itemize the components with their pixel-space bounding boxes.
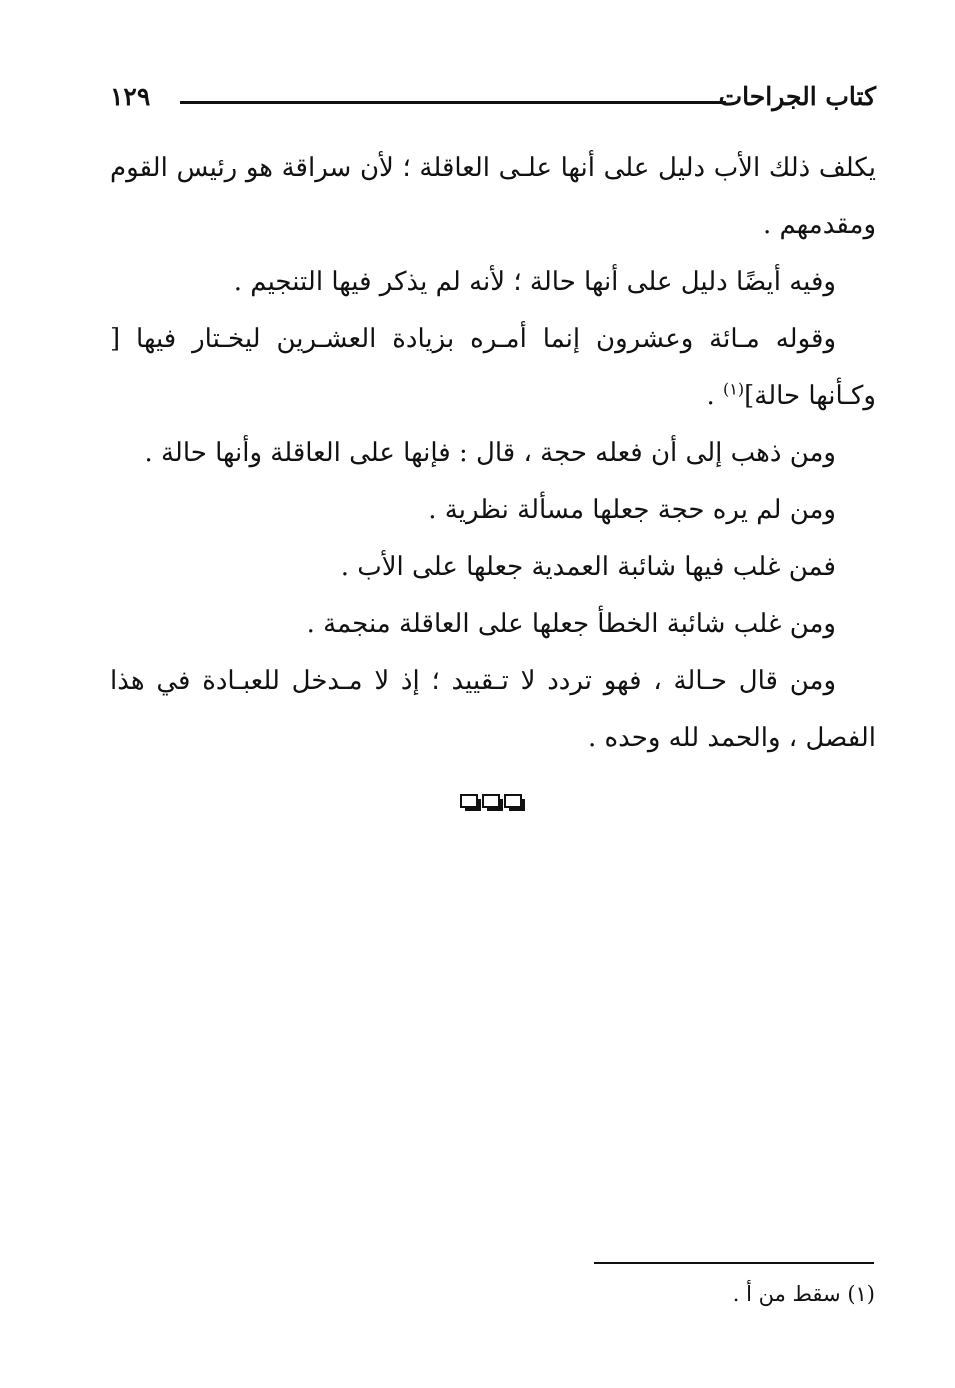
page-number: ١٢٩ — [110, 82, 151, 111]
paragraph-3-tail: . — [706, 381, 724, 411]
paragraph-1: يكلف ذلك الأب دليل على أنها علـى العاقلة ؛ لأن سراقة هو رئيس القوم ومقدمهم . — [110, 153, 876, 240]
footnote: (١) سقط من أ . — [732, 1282, 875, 1306]
running-header — [110, 82, 876, 118]
section-end-ornament — [460, 794, 532, 814]
ornament-square-icon — [504, 794, 522, 808]
book-title: كتاب الجراحات — [718, 82, 876, 111]
ornament-square-icon — [460, 794, 478, 808]
paragraph-3-text: وقوله مـائة وعشرون إنما أمـره بزيادة العشـرين ليخـتار فيها [ وكـأنها حالة] — [110, 324, 876, 411]
paragraph-6: فمن غلب فيها شائبة العمدية جعلها على الأب . — [340, 552, 836, 582]
body-text — [110, 140, 876, 767]
ornament-square-icon — [482, 794, 500, 808]
paragraph-8: ومن قال حـالة ، فهو تردد لا تـقييد ؛ إذ لا مـدخل للعبـادة في هذا الفصل ، والحمد لله وحده . — [110, 666, 876, 753]
footnote-marker: (١) — [723, 379, 745, 399]
paragraph-4: ومن ذهب إلى أن فعله حجة ، قال : فإنها على العاقلة وأنها حالة . — [144, 438, 836, 468]
paragraph-3 — [110, 311, 876, 425]
paragraph-5: ومن لم يره حجة جعلها مسألة نظرية . — [428, 495, 836, 525]
footnote-rule — [594, 1262, 874, 1264]
paragraph-7: ومن غلب شائبة الخطأ جعلها على العاقلة منجمة . — [306, 609, 836, 639]
header-rule — [180, 101, 726, 104]
paragraph-2: وفيه أيضًا دليل على أنها حالة ؛ لأنه لم يذكر فيها التنجيم . — [233, 267, 836, 297]
